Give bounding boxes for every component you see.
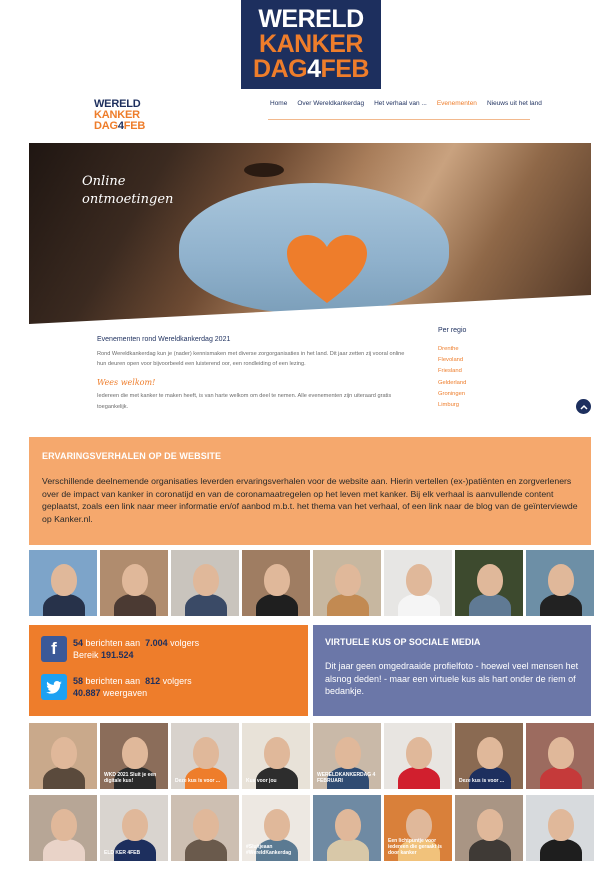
kus-photo[interactable] <box>455 723 523 789</box>
regio-item-gelderland[interactable]: Gelderland <box>438 379 467 386</box>
hero-image <box>29 143 591 324</box>
person-body <box>256 594 298 616</box>
site-logo[interactable] <box>94 99 145 132</box>
person-face <box>122 737 148 769</box>
person-face <box>548 564 574 596</box>
nav-item-nieuws-uit-het-land[interactable]: Nieuws uit het land <box>486 100 542 107</box>
virtuele-kus-text: Dit jaar geen omgedraaide profielfoto - hoewel veel mensen het alsnog deden! - maar een virtuele kus als hart onder de riem of bedankje. <box>325 661 579 696</box>
twitter-followers-count: 812 <box>145 676 161 686</box>
photo-caption: Een lichtpuntje voor iedereen die geraakt is door kanker <box>388 838 442 856</box>
hero-diagonal-cut <box>29 143 591 324</box>
twitter-stats: 58 berichten aan 812 volgers 40.887 weergaven <box>41 674 192 700</box>
person-face <box>406 564 432 596</box>
kus-photo[interactable] <box>242 723 310 789</box>
person-body <box>185 594 227 616</box>
person-face <box>51 564 77 596</box>
person-body <box>398 594 440 616</box>
kus-photo[interactable] <box>171 723 239 789</box>
regio-title: Per regio <box>438 327 467 334</box>
person-body <box>43 767 85 789</box>
person-face <box>264 564 290 596</box>
person-body <box>114 594 156 616</box>
site-logo-line-3: DAG4FEB <box>94 120 146 132</box>
ervaringsverhaal-photo[interactable] <box>526 550 594 616</box>
person-body <box>540 839 582 861</box>
nav-item-het-verhaal-van[interactable]: Het verhaal van ... <box>374 100 427 107</box>
events-welcome-heading: Wees welkom! <box>97 378 156 387</box>
person-body <box>43 594 85 616</box>
photo-strip-ervaringsverhalen <box>29 550 594 616</box>
person-face <box>406 809 432 841</box>
facebook-followers-count: 7.004 <box>145 638 168 648</box>
ervaringsverhaal-photo[interactable] <box>313 550 381 616</box>
person-face <box>335 564 361 596</box>
person-face <box>335 809 361 841</box>
ervaringsverhaal-photo[interactable] <box>100 550 168 616</box>
kus-photo[interactable] <box>526 795 594 861</box>
hero-title: Online ontmoetingen <box>82 174 174 207</box>
person-body <box>327 839 369 861</box>
kus-photo[interactable] <box>526 723 594 789</box>
virtuele-kus-title: VIRTUELE KUS OP SOCIALE MEDIA <box>325 637 481 647</box>
logo-line-2: KANKER <box>259 30 363 58</box>
photo-caption: Deze kus is voor ... <box>175 778 221 784</box>
kus-photo[interactable] <box>384 795 452 861</box>
person-face <box>193 737 219 769</box>
person-body <box>398 767 440 789</box>
facebook-icon[interactable]: f <box>41 636 67 662</box>
facebook-reach: 191.524 <box>101 650 134 660</box>
logo-line-3: DAG4FEB <box>253 55 369 83</box>
regio-item-groningen[interactable]: Groningen <box>438 390 466 397</box>
nav-item-over-wereldkankerdag[interactable]: Over Wereldkankerdag <box>297 100 365 107</box>
photo-caption: WKD 2021 Sluit je een digitale kus! <box>104 772 157 784</box>
photo-caption: WERELDKANKERDAG 4 FEBRUARI <box>317 772 376 784</box>
twitter-views-count: 40.887 <box>73 688 101 698</box>
kus-photo[interactable] <box>313 723 381 789</box>
kus-photo[interactable] <box>100 795 168 861</box>
ervaringsverhaal-photo[interactable] <box>171 550 239 616</box>
person-face <box>477 809 503 841</box>
photo-strip-kus-2 <box>29 795 594 861</box>
ervaringsverhalen-title: ERVARINGSVERHALEN OP DE WEBSITE <box>42 451 222 461</box>
ervaringsverhaal-photo[interactable] <box>29 550 97 616</box>
regio-item-flevoland[interactable]: Flevoland <box>438 357 464 364</box>
person-face <box>264 809 290 841</box>
kus-photo[interactable] <box>455 795 523 861</box>
person-face <box>477 737 503 769</box>
regio-item-friesland[interactable]: Friesland <box>438 368 462 375</box>
photo-caption: Deze kus is voor ... <box>459 778 505 784</box>
kus-photo[interactable] <box>29 795 97 861</box>
nav-divider <box>268 119 530 120</box>
person-body <box>43 839 85 861</box>
person-face <box>548 737 574 769</box>
chevron-up-icon <box>580 404 588 410</box>
regio-list <box>438 346 466 413</box>
person-face <box>122 809 148 841</box>
person-face <box>335 737 361 769</box>
person-face <box>548 809 574 841</box>
person-face <box>193 809 219 841</box>
site-logo-line-2: KANKER <box>94 109 140 121</box>
person-face <box>264 737 290 769</box>
person-body <box>540 594 582 616</box>
facebook-stats: f 54 berichten aan 7.004 volgers Bereik 191.524 <box>41 636 199 662</box>
photo-caption: #Sluitjeaan #WereldKankerdag <box>246 844 292 856</box>
nav-item-evenementen[interactable]: Evenementen <box>436 100 477 107</box>
person-face <box>477 564 503 596</box>
site-logo-line-1: WERELD <box>94 98 141 110</box>
ervaringsverhalen-text: Verschillende deelnemende organisaties leverden ervaringsverhalen voor de website aan. Hierin vertellen (ex-)patiënten en zorgverleners over de impact van kanker in coronatijd en van de coronamaatregelen op het leven met kanker. Bij elk verhaal is aanvullende content geplaatst, zoals een link naar meer informatie en/of aanbod m.b.t. het thema van het verhaal, of een link naar de blog van de geïnterviewde op Kanker.nl. <box>42 476 578 524</box>
regio-item-drenthe[interactable]: Drenthe <box>438 346 459 352</box>
facebook-posts-count: 54 <box>73 638 84 648</box>
events-intro-text: Rond Wereldkankerdag kun je (nader) kennismaken met diverse zorgorganisaties in het land. Dit jaar zetten zij vooral online hun deuren open voor bijvoorbeeld een luisterend oor, een rondleiding of een lezing. <box>97 351 405 367</box>
kus-photo[interactable] <box>242 795 310 861</box>
person-body <box>185 839 227 861</box>
photo-caption: Kus voor jou <box>246 778 277 784</box>
photo-caption: ELD KER 4FEB <box>104 850 141 856</box>
person-face <box>51 809 77 841</box>
events-welcome-text: Iedereen die met kanker te maken heeft, is van harte welkom om deel te nemen. Alle evenementen zijn uiteraard gratis toegankelijk. <box>97 393 392 410</box>
person-body <box>540 767 582 789</box>
ervaringsverhaal-photo[interactable] <box>455 550 523 616</box>
wereldkankerdag-logo-top <box>241 0 381 89</box>
person-face <box>406 737 432 769</box>
logo-line-1: WERELD <box>258 5 364 33</box>
ervaringsverhaal-photo[interactable] <box>242 550 310 616</box>
regio-item-limburg[interactable]: Limburg <box>438 401 459 408</box>
twitter-posts-count: 58 <box>73 676 84 686</box>
kus-photo[interactable] <box>29 723 97 789</box>
scroll-to-top-button[interactable] <box>576 399 591 414</box>
person-face <box>122 564 148 596</box>
twitter-icon[interactable] <box>41 674 67 700</box>
kus-photo[interactable] <box>100 723 168 789</box>
person-body <box>327 594 369 616</box>
nav-item-home[interactable]: Home <box>270 100 288 107</box>
kus-photo[interactable] <box>171 795 239 861</box>
ervaringsverhaal-photo[interactable] <box>384 550 452 616</box>
kus-photo[interactable] <box>313 795 381 861</box>
person-body <box>469 594 511 616</box>
person-face <box>193 564 219 596</box>
main-navigation <box>270 100 542 107</box>
person-face <box>51 737 77 769</box>
events-title: Evenementen rond Wereldkankerdag 2021 <box>97 336 231 343</box>
photo-strip-kus-1 <box>29 723 594 789</box>
person-body <box>469 839 511 861</box>
kus-photo[interactable] <box>384 723 452 789</box>
